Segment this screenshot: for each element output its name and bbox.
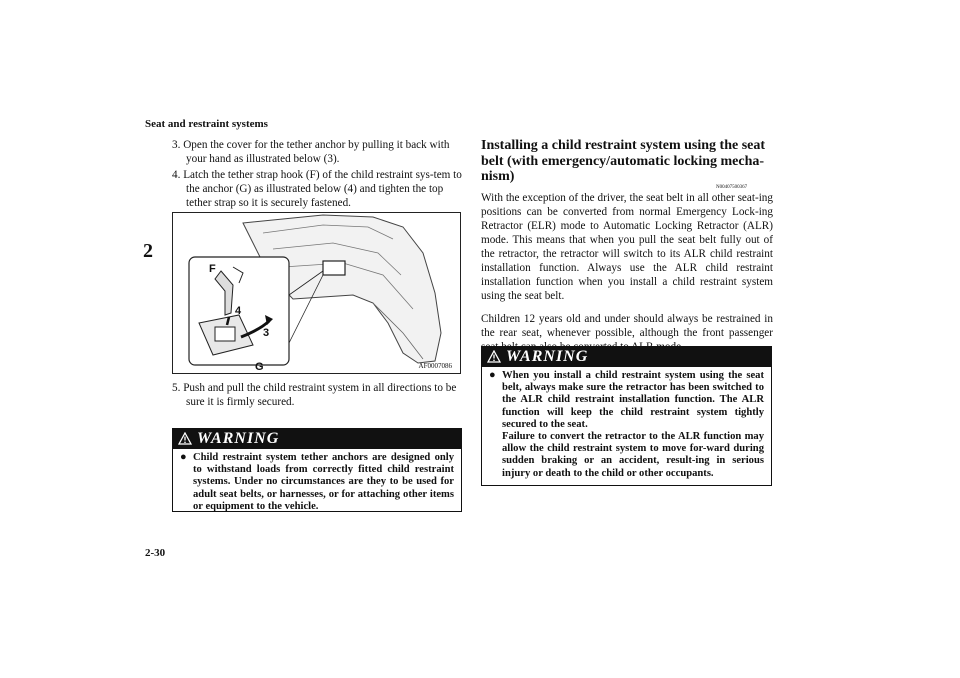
warning-box-right <box>481 346 772 486</box>
warning-body <box>173 449 461 517</box>
paragraph-1: With the exception of the driver, the seat belt in all other seat-ing positions can be converted from normal Emergency Lock-ing Retractor (ELR) mode to Automatic Locking Retractor (ALR) mode. This means that when you pull the seat belt fully out of the retractor, the retractor will switch to its ALR child restraint installation function. Always use the ALR child restraint installation function when you install a child restraint system using the seat belt. <box>481 192 773 302</box>
warning-title: WARNING <box>197 430 280 447</box>
step-5-wrapper <box>172 381 462 411</box>
reference-code: N00407500367 <box>716 185 748 190</box>
label-g: G <box>255 361 264 373</box>
warning-text: Child restraint system tether anchors are designed only to withstand loads from correctly fitted child restraint systems. Under no circumstances are they to be used for adult seat belts, or harnesses, or for attaching other items or equipment to the vehicle. <box>193 452 454 512</box>
bullet-icon: ● <box>489 369 496 381</box>
running-header: Seat and restraint systems <box>145 118 268 130</box>
warning-triangle-icon <box>487 350 501 363</box>
paragraph-2: Children 12 years old and under should always be restrained in the rear seat, whenever possible, although the front passenger <box>481 313 773 339</box>
warning-title: WARNING <box>506 348 589 365</box>
step-3: 3. Open the cover for the tether anchor by pulling it back with your hand as illustrated below (3). <box>172 139 450 165</box>
bullet-icon: ● <box>180 451 187 463</box>
warning-body <box>482 367 771 484</box>
warning-text-1: When you install a child restraint system using the seat belt, always make sure the retractor has been switched to the ALR child restraint installation function. The ALR function will keep the child restraint system tightly secured to the seat. <box>502 370 764 430</box>
figure-code: AF0007086 <box>418 362 452 370</box>
label-4: 4 <box>235 305 242 317</box>
right-body <box>481 191 773 363</box>
label-3: 3 <box>263 327 270 339</box>
warning-box-left <box>172 428 462 512</box>
step-5: 5. Push and pull the child restraint system in all directions to be sure it is firmly secured. <box>172 382 457 408</box>
warning-text-2: Failure to convert the retractor to the ALR function may allow the child restraint system to move for-ward during sudden braking or an accident, result-ing in serious injury or death to the child or other occupants. <box>502 431 764 479</box>
label-f: F <box>209 263 216 275</box>
page-number: 2-30 <box>145 547 166 559</box>
tether-anchor-figure <box>172 212 461 374</box>
section-title: Installing a child restraint system using the seat belt (with emergency/automatic locking mecha-nism) <box>481 138 766 184</box>
step-4: 4. Latch the tether strap hook (F) of the child restraint sys-tem to the anchor (G) as illustrated below (4) and tighten the top tether strap so it is securely fastened. <box>172 169 462 209</box>
left-steps <box>172 138 462 212</box>
warning-triangle-icon <box>178 432 192 445</box>
seat-illustration <box>173 213 460 373</box>
chapter-tab: 2 <box>143 240 153 262</box>
warning-header <box>173 429 461 449</box>
warning-header <box>482 347 771 367</box>
